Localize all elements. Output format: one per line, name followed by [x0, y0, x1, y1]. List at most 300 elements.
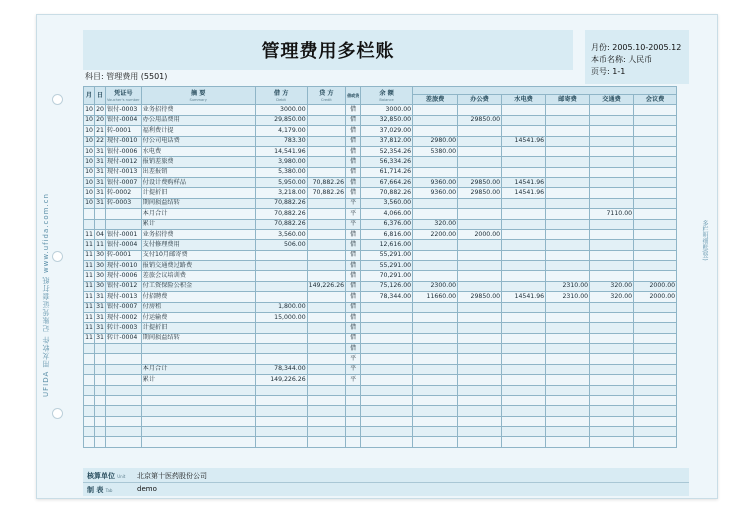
table-cell: [307, 333, 345, 343]
table-cell: [634, 427, 677, 437]
table-cell: [458, 157, 502, 167]
table-cell: [502, 395, 546, 405]
table-cell: [255, 323, 307, 333]
table-cell: [413, 354, 458, 364]
table-cell: [590, 115, 634, 125]
table-cell: 借: [346, 105, 361, 115]
table-cell: [307, 406, 345, 416]
table-cell: [346, 427, 361, 437]
table-row: [84, 146, 677, 156]
table-cell: 14,541.96: [255, 146, 307, 156]
table-cell: [590, 354, 634, 364]
table-cell: [84, 395, 95, 405]
table-cell: [502, 354, 546, 364]
table-cell: [413, 115, 458, 125]
table-cell: [502, 375, 546, 385]
table-cell: 21: [95, 126, 106, 136]
table-cell: 办公用品费用: [141, 115, 255, 125]
table-cell: [346, 395, 361, 405]
table-cell: [634, 146, 677, 156]
table-cell: [307, 375, 345, 385]
table-cell: 70,882.26: [307, 188, 345, 198]
table-cell: 银付-0001: [106, 229, 142, 239]
table-cell: [590, 146, 634, 156]
table-cell: 30: [95, 281, 106, 291]
table-cell: 银付-0004: [106, 240, 142, 250]
table-cell: 借: [346, 271, 361, 281]
table-cell: 11: [84, 302, 95, 312]
table-row: [84, 209, 677, 219]
table-cell: [307, 250, 345, 260]
table-cell: 11: [84, 323, 95, 333]
table-cell: [502, 105, 546, 115]
table-cell: [502, 219, 546, 229]
table-cell: [502, 385, 546, 395]
table-cell: 银付-0012: [106, 281, 142, 291]
table-cell: 借: [346, 126, 361, 136]
table-cell: [546, 261, 590, 271]
table-cell: [458, 385, 502, 395]
header-direction: 借或贷: [346, 87, 361, 105]
table-cell: [634, 437, 677, 447]
table-row: [84, 105, 677, 115]
table-cell: 04: [95, 229, 106, 239]
table-cell: [590, 136, 634, 146]
table-cell: 平: [346, 375, 361, 385]
table-cell: [413, 364, 458, 374]
table-cell: [458, 302, 502, 312]
table-cell: [502, 271, 546, 281]
table-cell: [546, 136, 590, 146]
table-cell: [413, 167, 458, 177]
table-cell: 783.30: [255, 136, 307, 146]
table-cell: [634, 167, 677, 177]
table-cell: 期间损益结转: [141, 333, 255, 343]
table-row: [84, 416, 677, 426]
table-cell: [546, 312, 590, 322]
table-cell: 20: [95, 115, 106, 125]
table-cell: 10: [84, 136, 95, 146]
table-cell: [634, 136, 677, 146]
table-cell: [255, 344, 307, 354]
punch-hole: [52, 408, 63, 419]
table-cell: [307, 437, 345, 447]
table-cell: [634, 219, 677, 229]
unit-label: 核算单位 Unit: [87, 472, 126, 480]
table-row: [84, 178, 677, 188]
table-cell: [361, 437, 413, 447]
header-columns-band: [413, 87, 677, 95]
table-cell: [307, 105, 345, 115]
table-cell: 现付-0012: [106, 157, 142, 167]
table-cell: [590, 395, 634, 405]
table-cell: 转计-0004: [106, 333, 142, 343]
table-cell: 31: [95, 188, 106, 198]
table-cell: [590, 375, 634, 385]
table-row: [84, 281, 677, 291]
table-cell: 现付-0010: [106, 261, 142, 271]
table-cell: [634, 344, 677, 354]
table-cell: [95, 209, 106, 219]
table-cell: [634, 333, 677, 343]
table-cell: 31: [95, 312, 106, 322]
table-cell: [95, 375, 106, 385]
table-cell: [84, 344, 95, 354]
table-cell: [413, 427, 458, 437]
table-cell: [307, 385, 345, 395]
table-cell: [502, 302, 546, 312]
table-cell: 借: [346, 323, 361, 333]
table-cell: 借: [346, 240, 361, 250]
table-cell: 平: [346, 219, 361, 229]
table-cell: [361, 354, 413, 364]
table-cell: [546, 167, 590, 177]
header-month: 月: [84, 87, 95, 105]
table-cell: 11: [84, 281, 95, 291]
table-cell: [546, 209, 590, 219]
table-cell: [458, 219, 502, 229]
table-cell: [141, 385, 255, 395]
table-cell: [458, 126, 502, 136]
table-cell: [346, 437, 361, 447]
table-cell: 75,126.00: [361, 281, 413, 291]
table-cell: [361, 323, 413, 333]
table-cell: 银付-0007: [106, 302, 142, 312]
table-cell: 3,218.00: [255, 188, 307, 198]
table-cell: 平: [346, 209, 361, 219]
header-debit: 借 方 Debit: [255, 87, 307, 105]
table-cell: [458, 281, 502, 291]
table-cell: 报销交通费过路费: [141, 261, 255, 271]
table-cell: [95, 395, 106, 405]
table-row: [84, 323, 677, 333]
punch-hole: [52, 94, 63, 105]
table-cell: [413, 375, 458, 385]
table-cell: [590, 219, 634, 229]
table-cell: 10: [84, 126, 95, 136]
table-row: [84, 406, 677, 416]
table-cell: 借: [346, 250, 361, 260]
table-cell: 55,291.00: [361, 261, 413, 271]
table-cell: 31: [95, 323, 106, 333]
table-cell: [141, 416, 255, 426]
table-cell: [255, 281, 307, 291]
table-cell: [590, 302, 634, 312]
table-cell: 37,029.00: [361, 126, 413, 136]
table-cell: 转-0003: [106, 198, 142, 208]
table-cell: [413, 333, 458, 343]
table-cell: [546, 198, 590, 208]
table-cell: 期间损益结转: [141, 198, 255, 208]
table-cell: 银付-0007: [106, 178, 142, 188]
table-cell: 付房租: [141, 302, 255, 312]
table-cell: [634, 188, 677, 198]
subject-label: 科目:: [85, 72, 104, 81]
table-cell: [590, 385, 634, 395]
table-cell: [590, 344, 634, 354]
table-cell: [95, 437, 106, 447]
table-cell: 3,560.00: [361, 198, 413, 208]
table-cell: [106, 354, 142, 364]
table-cell: [361, 385, 413, 395]
table-cell: [634, 157, 677, 167]
ledger-sheet: [36, 14, 718, 499]
table-cell: [413, 105, 458, 115]
table-cell: 22: [95, 136, 106, 146]
table-cell: 70,882.26: [307, 178, 345, 188]
table-cell: 福利费计提: [141, 126, 255, 136]
header-row: [84, 87, 677, 95]
table-cell: 14541.96: [502, 292, 546, 302]
table-cell: [307, 271, 345, 281]
table-cell: [546, 375, 590, 385]
table-cell: 149,226.26: [307, 281, 345, 291]
table-cell: 转-0002: [106, 188, 142, 198]
table-cell: [307, 354, 345, 364]
table-cell: [307, 115, 345, 125]
header-col: 邮寄费: [546, 95, 590, 105]
table-cell: 70,882.26: [361, 188, 413, 198]
table-cell: [546, 115, 590, 125]
table-cell: 现付-0013: [106, 167, 142, 177]
table-cell: [634, 416, 677, 426]
table-cell: [307, 198, 345, 208]
table-cell: [255, 333, 307, 343]
table-row: [84, 115, 677, 125]
table-cell: [590, 126, 634, 136]
table-cell: [84, 406, 95, 416]
table-cell: [307, 344, 345, 354]
table-cell: [546, 323, 590, 333]
table-cell: 水电费: [141, 146, 255, 156]
table-cell: [413, 240, 458, 250]
table-cell: [413, 271, 458, 281]
table-cell: [106, 385, 142, 395]
table-cell: [413, 323, 458, 333]
table-cell: 借: [346, 261, 361, 271]
table-row: [84, 229, 677, 239]
table-cell: [307, 292, 345, 302]
table-cell: [84, 437, 95, 447]
header-balance: 余 额 Balance: [361, 87, 413, 105]
brand-text: UFIDA 用友软件 记账凭证套打纸 www.ufida.com.cn: [42, 193, 50, 397]
table-cell: [502, 209, 546, 219]
table-cell: [458, 261, 502, 271]
table-cell: [307, 136, 345, 146]
table-cell: [546, 385, 590, 395]
table-cell: [84, 354, 95, 364]
table-cell: [413, 406, 458, 416]
table-row: [84, 157, 677, 167]
table-cell: [458, 416, 502, 426]
table-cell: 70,882.26: [255, 219, 307, 229]
table-cell: [255, 354, 307, 364]
table-cell: [95, 219, 106, 229]
table-cell: 付工资保险公积金: [141, 281, 255, 291]
table-cell: 70,882.26: [255, 198, 307, 208]
table-cell: 借: [346, 344, 361, 354]
table-cell: 业务招待费: [141, 105, 255, 115]
table-cell: 10: [84, 178, 95, 188]
table-cell: [634, 240, 677, 250]
punch-hole: [52, 251, 63, 262]
table-cell: 11: [95, 240, 106, 250]
table-cell: 11: [84, 312, 95, 322]
table-cell: 70,882.26: [255, 209, 307, 219]
table-cell: 借: [346, 302, 361, 312]
table-cell: 付设计费购样品: [141, 178, 255, 188]
table-cell: 银付-0003: [106, 105, 142, 115]
table-row: [84, 240, 677, 250]
table-cell: [413, 344, 458, 354]
header-col: 办公费: [458, 95, 502, 105]
table-cell: [458, 271, 502, 281]
table-cell: 56,334.26: [361, 157, 413, 167]
table-row: [84, 385, 677, 395]
table-cell: [307, 167, 345, 177]
table-cell: [255, 250, 307, 260]
table-cell: [546, 395, 590, 405]
table-cell: 借: [346, 229, 361, 239]
table-cell: 借: [346, 115, 361, 125]
table-row: [84, 126, 677, 136]
table-cell: [590, 416, 634, 426]
table-cell: 现付-0010: [106, 136, 142, 146]
table-cell: [634, 209, 677, 219]
table-cell: [458, 344, 502, 354]
table-cell: [307, 427, 345, 437]
table-cell: [106, 406, 142, 416]
table-cell: [255, 292, 307, 302]
table-cell: 61,714.26: [361, 167, 413, 177]
table-cell: [502, 126, 546, 136]
table-cell: 4,066.00: [361, 209, 413, 219]
table-row: [84, 312, 677, 322]
table-cell: [634, 198, 677, 208]
table-cell: [361, 395, 413, 405]
table-cell: [255, 395, 307, 405]
table-row: [84, 198, 677, 208]
table-row: [84, 188, 677, 198]
table-cell: [502, 437, 546, 447]
table-cell: [502, 416, 546, 426]
table-cell: [307, 261, 345, 271]
table-cell: [590, 250, 634, 260]
table-cell: [413, 385, 458, 395]
table-cell: 累计: [141, 375, 255, 385]
table-row: [84, 167, 677, 177]
table-cell: 付运输费: [141, 312, 255, 322]
table-cell: 2000.00: [458, 229, 502, 239]
table-cell: 出差报销: [141, 167, 255, 177]
table-cell: [634, 395, 677, 405]
table-cell: 支付修理费用: [141, 240, 255, 250]
table-cell: 14541.96: [502, 136, 546, 146]
table-cell: 30: [95, 250, 106, 260]
subject-line: [85, 71, 167, 82]
table-cell: [590, 271, 634, 281]
table-cell: [634, 271, 677, 281]
table-cell: 差旅会议培训费: [141, 271, 255, 281]
page-title: 管理费用多栏账: [261, 41, 395, 62]
table-cell: [634, 312, 677, 322]
table-cell: [546, 437, 590, 447]
table-cell: [361, 344, 413, 354]
header-col: 水电费: [502, 95, 546, 105]
table-cell: [413, 126, 458, 136]
table-cell: [95, 364, 106, 374]
table-cell: [141, 344, 255, 354]
table-cell: 11: [84, 250, 95, 260]
table-cell: [84, 219, 95, 229]
table-cell: [546, 178, 590, 188]
table-cell: [141, 406, 255, 416]
table-cell: [590, 323, 634, 333]
table-cell: [413, 312, 458, 322]
table-cell: 6,816.00: [361, 229, 413, 239]
table-cell: 6,376.00: [361, 219, 413, 229]
table-row: [84, 219, 677, 229]
table-row: [84, 302, 677, 312]
table-cell: [458, 375, 502, 385]
table-cell: [634, 323, 677, 333]
table-cell: 平: [346, 198, 361, 208]
table-cell: 29,850.00: [255, 115, 307, 125]
table-cell: [255, 437, 307, 447]
table-cell: 31: [95, 178, 106, 188]
table-cell: [346, 385, 361, 395]
table-cell: 2310.00: [546, 292, 590, 302]
table-cell: 支付10月邮寄费: [141, 250, 255, 260]
table-cell: 2200.00: [413, 229, 458, 239]
table-cell: 3,980.00: [255, 157, 307, 167]
table-cell: [307, 146, 345, 156]
table-cell: 29850.00: [458, 115, 502, 125]
table-cell: 2000.00: [634, 292, 677, 302]
table-cell: [502, 240, 546, 250]
table-cell: [95, 416, 106, 426]
table-cell: [546, 344, 590, 354]
table-cell: [106, 364, 142, 374]
table-cell: 70,291.00: [361, 271, 413, 281]
table-cell: [141, 437, 255, 447]
table-cell: [255, 261, 307, 271]
table-cell: [546, 188, 590, 198]
header-credit: 贷 方 Credit: [307, 87, 345, 105]
table-cell: 20: [95, 105, 106, 115]
table-cell: [458, 136, 502, 146]
table-cell: [634, 229, 677, 239]
table-cell: 14541.96: [502, 178, 546, 188]
table-cell: [634, 115, 677, 125]
table-cell: [458, 323, 502, 333]
table-cell: [106, 344, 142, 354]
period-text: 月份: 2005.10-2005.12: [591, 43, 682, 52]
table-cell: [502, 344, 546, 354]
table-cell: [458, 354, 502, 364]
table-row: [84, 261, 677, 271]
table-cell: 78,344.00: [255, 364, 307, 374]
table-cell: 9360.00: [413, 178, 458, 188]
table-cell: [106, 209, 142, 219]
currency-text: 本币名称: 人民币: [591, 55, 653, 64]
table-cell: [502, 427, 546, 437]
table-cell: [634, 385, 677, 395]
table-cell: 14541.96: [502, 188, 546, 198]
table-cell: [307, 395, 345, 405]
table-cell: 9360.00: [413, 188, 458, 198]
table-cell: [502, 406, 546, 416]
